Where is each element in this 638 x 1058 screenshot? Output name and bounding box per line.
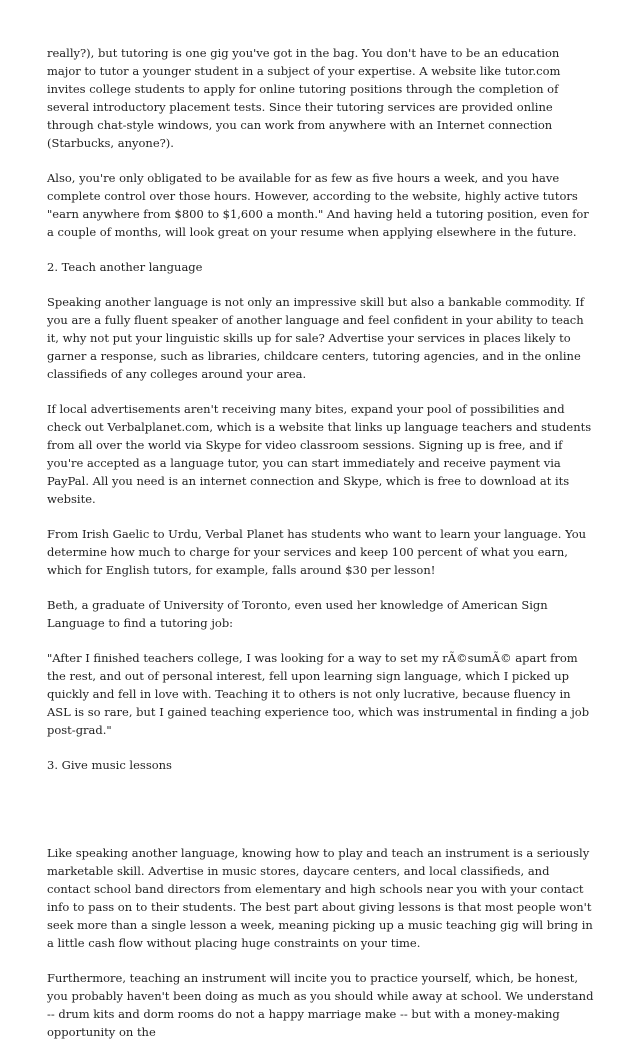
section-heading-teach-language: 2. Teach another language (47, 260, 203, 274)
paragraph-irish-gaelic-urdu: From Irish Gaelic to Urdu, Verbal Planet has students who want to learn your language. You determine how much to charge for your services and keep 100 percent of what you earn, which for English tutors, for example, falls around $30 per lesson! (47, 527, 587, 577)
blank-space (47, 791, 595, 844)
paragraph-language-commodity: Speaking another language is not only an impressive skill but also a bankable commodity. If you are a fully fluent speaker of another language and feel confident in your ability to teach it, why not put your linguistic skills up for sale? Advertise your services in places likely to garner a response, such as libraries, childcare centers, tutoring agencies, and in the online classifieds of any colleges around your area. (47, 295, 585, 381)
section-heading-music-lessons: 3. Give music lessons (47, 758, 172, 772)
article-body (47, 44, 595, 1058)
paragraph-beth-quote: "After I finished teachers college, I was looking for a way to set my rÃ©sumÃ© apart from the rest, and out of personal interest, fell upon learning sign language, which I picked up quickly and fell in love with. Teaching it to others is not only lucrative, because fluency in ASL is so rare, but I gained teaching experience too, which was instrumental in finding a job post-grad." (47, 651, 590, 737)
paragraph-tutoring-intro: really?), but tutoring is one gig you've got in the bag. You don't have to be an education major to tutor a younger student in a subject of your expertise. A website like tutor.com invites college students to apply for online tutoring positions through the completion of several introductory placement tests. Since their tutoring services are provided online through chat-style windows, you can work from anywhere with an Internet connection (Starbucks, anyone?). (47, 46, 561, 150)
paragraph-beth-intro: Beth, a graduate of University of Toronto, even used her knowledge of American Sign Language to find a tutoring job: (47, 598, 548, 630)
paragraph-music-marketable: Like speaking another language, knowing how to play and teach an instrument is a seriously marketable skill. Advertise in music stores, daycare centers, and local classifieds, and contact school band directors from elementary and high schools near you with your contact info to pass on to their students. The best part about giving lessons is that most people won't seek more than a single lesson a week, meaning picking up a music teaching gig will bring in a little cash flow without placing huge constraints on your time. (47, 846, 593, 950)
paragraph-tutoring-hours: Also, you're only obligated to be available for as few as five hours a week, and you have complete control over those hours. However, according to the website, highly active tutors "earn anywhere from $800 to $1,600 a month." And having held a tutoring position, even for a couple of months, will look great on your resume when applying elsewhere in the future. (47, 171, 589, 239)
paragraph-music-practice: Furthermore, teaching an instrument will incite you to practice yourself, which, be honest, you probably haven't been doing as much as you should while away at school. We understand -- drum kits and dorm rooms do not a happy marriage make -- but with a money-making opportunity on the (47, 971, 594, 1039)
paragraph-verbalplanet: If local advertisements aren't receiving many bites, expand your pool of possibilities and check out Verbalplanet.com, which is a website that links up language teachers and students from all over the world via Skype for video classroom sessions. Signing up is free, and if you're accepted as a language tutor, you can start immediately and receive payment via PayPal. All you need is an internet connection and Skype, which is free to download at its website. (47, 402, 592, 506)
